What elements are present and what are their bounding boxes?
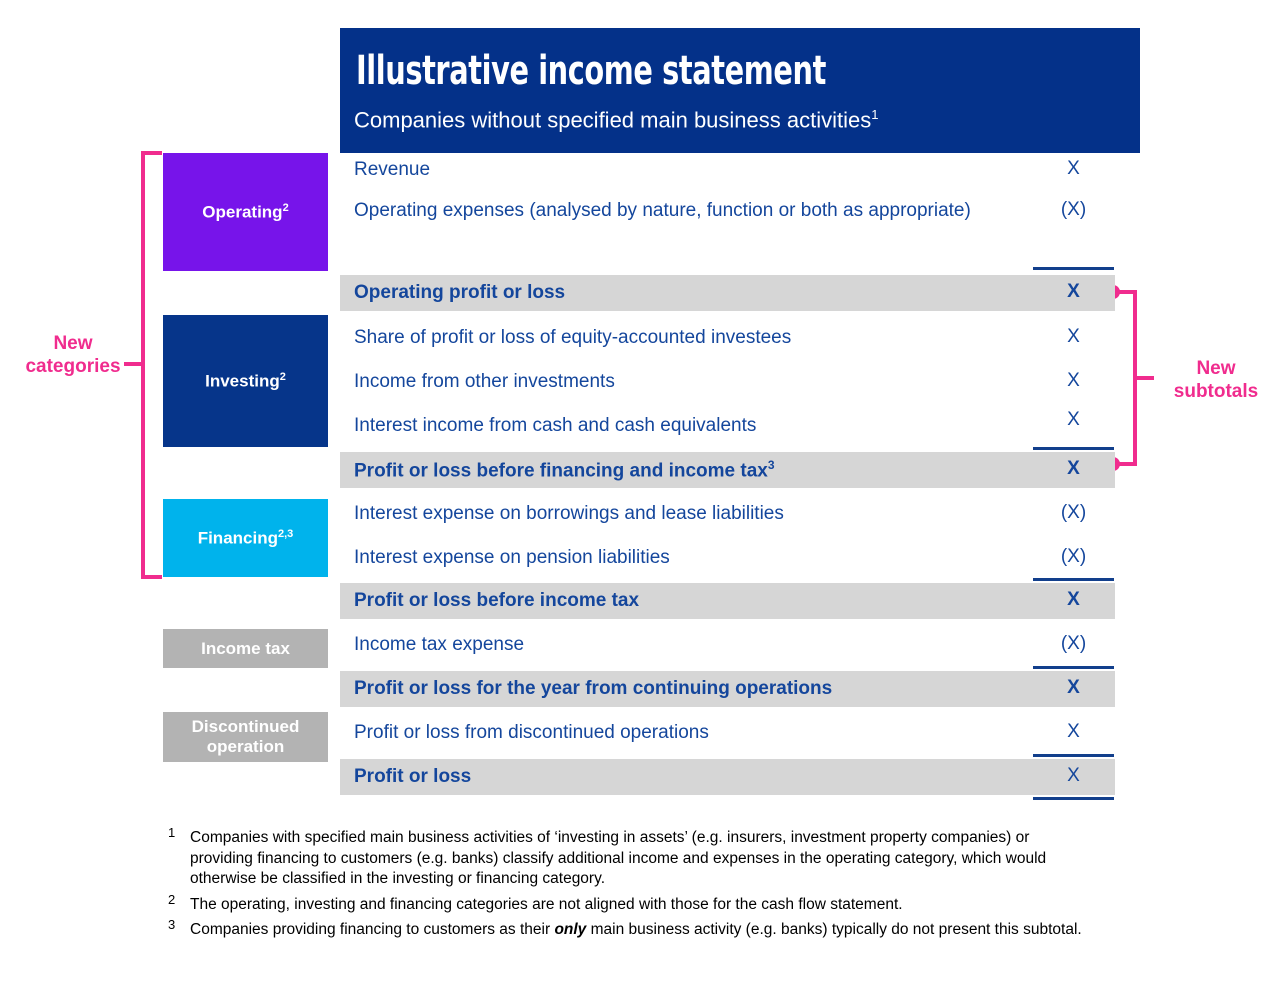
- row-value: (X): [1060, 199, 1087, 220]
- row-label: [354, 458, 775, 483]
- statement-row-revenue: [340, 158, 1115, 194]
- row-label-footnote: 3: [767, 458, 775, 472]
- statement-row-profit-or-loss: [340, 759, 1115, 795]
- new-subtotals-label: [1160, 358, 1272, 404]
- page-subtitle-text: Companies without specified main business activities: [354, 107, 872, 133]
- row-label: Operating profit or loss: [354, 282, 566, 303]
- statement-row-interest-income-cash: [340, 409, 1115, 448]
- category-footnote-financing: 2,3: [277, 527, 294, 540]
- category-footnote-operating: 2: [282, 201, 289, 214]
- category-block-operating: [163, 153, 328, 271]
- new-subtotals-bracket: [1113, 292, 1135, 464]
- subtotal-rule-operating: [1033, 267, 1114, 270]
- new-subtotals-label-line2: subtotals: [1173, 380, 1259, 402]
- footnote-text-before: Companies providing financing to customers as their: [190, 921, 555, 939]
- category-block-financing: [163, 499, 328, 577]
- statement-row-share-of-profit-equity-accounted: [340, 326, 1115, 360]
- row-value: X: [1067, 370, 1080, 391]
- category-label-operating: Operating: [202, 202, 283, 222]
- row-label: Profit or loss before income tax: [354, 590, 640, 611]
- row-value: X: [1067, 589, 1080, 610]
- row-value: (X): [1060, 633, 1087, 654]
- statement-row-profit-continuing-operations: [340, 671, 1115, 707]
- statement-row-operating-expenses: [340, 199, 1115, 259]
- footnote-text-after: main business activity (e.g. banks) typically do not present this subtotal.: [586, 921, 1082, 939]
- subtotal-rule-before-financing: [1033, 447, 1114, 450]
- row-value: X: [1067, 409, 1080, 430]
- row-label: Interest expense on borrowings and lease liabilities: [354, 503, 784, 524]
- footnote-text: The operating, investing and financing categories are not aligned with those for the cash flow statement.: [190, 895, 903, 913]
- category-block-investing: [163, 315, 328, 447]
- statement-row-interest-expense-borrowings: [340, 502, 1115, 536]
- header-banner: [340, 28, 1140, 153]
- page-title: Illustrative income statement: [356, 48, 826, 94]
- row-value: (X): [1060, 546, 1087, 567]
- row-label: Income from other investments: [354, 371, 615, 392]
- category-footnote-investing: 2: [279, 370, 286, 383]
- row-label: Interest income from cash and cash equivalents: [354, 415, 757, 436]
- new-categories-label-line1: New: [53, 333, 93, 354]
- footnote-emphasis: only: [554, 921, 587, 939]
- row-value: X: [1067, 326, 1080, 347]
- footnote-marker: 2: [168, 891, 176, 907]
- statement-row-interest-expense-pension: [340, 546, 1115, 580]
- row-value: X: [1067, 721, 1080, 742]
- category-label-investing: Investing: [205, 371, 280, 391]
- category-label-discontinued-operation: Discontinued operation: [191, 717, 300, 756]
- page-subtitle-footnote-marker: 1: [871, 107, 879, 122]
- statement-row-income-tax-expense: [340, 633, 1115, 667]
- statement-row-profit-discontinued-operations: [340, 721, 1115, 755]
- footnotes: [168, 825, 1093, 946]
- closing-rule-profit-or-loss: [1033, 797, 1114, 800]
- statement-row-profit-before-financing-income-tax: [340, 452, 1115, 488]
- subtotal-rule-profit-or-loss: [1033, 754, 1114, 757]
- footnote-3: [168, 917, 1093, 941]
- footnote-marker: 1: [168, 825, 176, 840]
- statement-row-profit-before-income-tax: [340, 583, 1115, 619]
- row-label: Income tax expense: [354, 634, 525, 655]
- category-label-financing: Financing: [197, 528, 278, 548]
- row-label: Profit or loss from discontinued operations: [354, 722, 709, 743]
- category-block-discontinued-operation: [163, 712, 328, 762]
- footnote-1: [168, 825, 1093, 890]
- row-label: Share of profit or loss of equity-accounted investees: [354, 327, 792, 348]
- statement-row-income-from-other-investments: [340, 370, 1115, 404]
- subtotal-rule-continuing-operations: [1033, 666, 1114, 669]
- category-block-income-tax: [163, 629, 328, 668]
- row-label: Interest expense on pension liabilities: [354, 547, 670, 568]
- row-value: (X): [1060, 502, 1087, 523]
- new-categories-bracket: [143, 153, 162, 577]
- row-label: Revenue: [354, 159, 431, 180]
- row-label: Profit or loss for the year from continuing operations: [354, 678, 833, 699]
- footnote-marker: 3: [168, 917, 176, 933]
- statement-row-operating-profit-or-loss: [340, 275, 1115, 311]
- page-subtitle: [354, 107, 878, 133]
- new-categories-label-line2: categories: [25, 355, 121, 377]
- row-value: X: [1067, 281, 1080, 302]
- subtotal-rule-before-income-tax: [1033, 578, 1114, 581]
- category-label-income-tax: Income tax: [201, 638, 290, 658]
- row-value: X: [1067, 677, 1080, 698]
- row-value: X: [1067, 158, 1080, 179]
- new-categories-label: [18, 333, 128, 379]
- row-value: X: [1067, 765, 1080, 786]
- row-value: X: [1067, 458, 1080, 479]
- footnote-2: [168, 891, 1093, 916]
- new-subtotals-label-line1: New: [1196, 358, 1236, 379]
- footnote-text: Companies with specified main business activities of ‘investing in assets’ (e.g. insurers, investment property companies) or providing financing to customers (e.g. banks) classify additional income and expenses in the operating category, which would otherwise be classified in the investing or financing category.: [190, 829, 1047, 888]
- row-label-text: Profit or loss before financing and income tax: [354, 460, 768, 482]
- row-label: Profit or loss: [354, 766, 472, 787]
- row-label: Operating expenses (analysed by nature, function or both as appropriate): [354, 200, 971, 221]
